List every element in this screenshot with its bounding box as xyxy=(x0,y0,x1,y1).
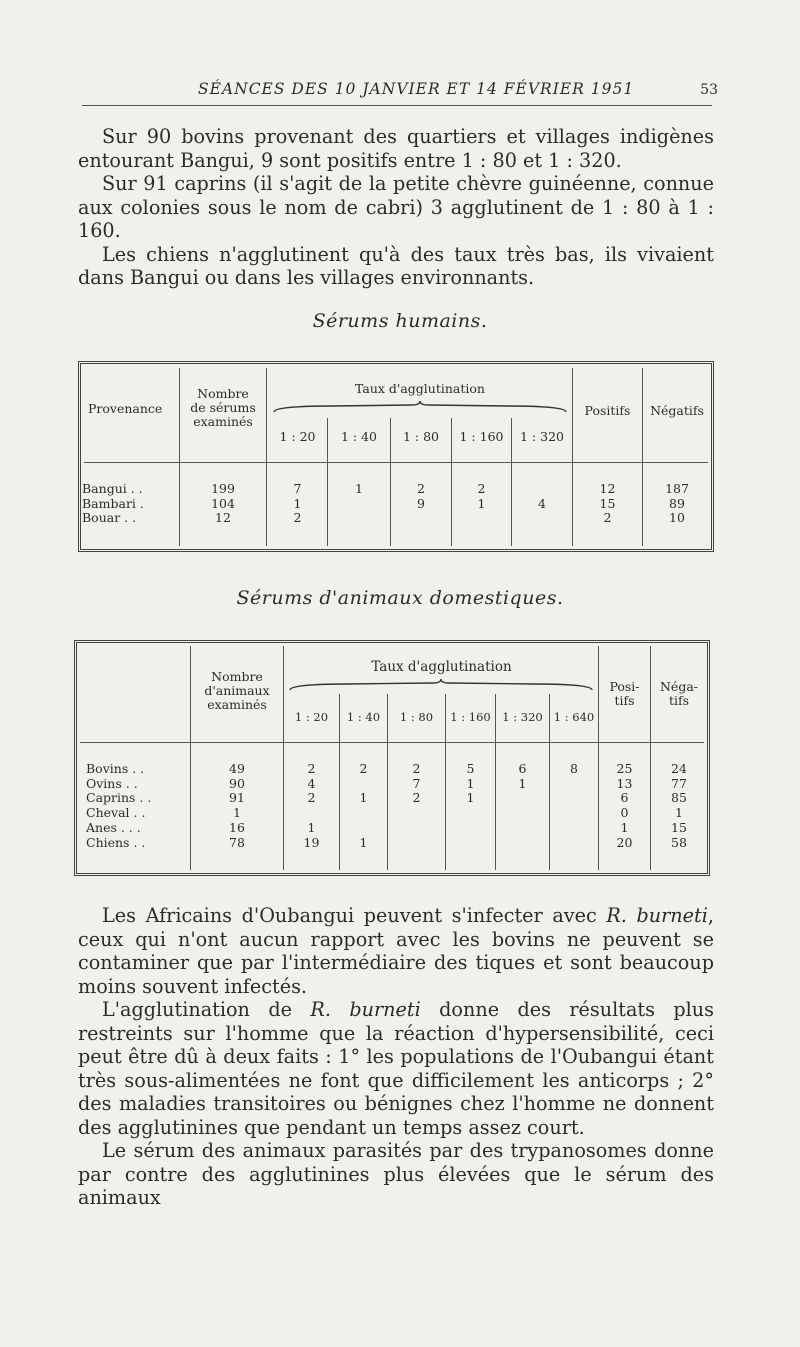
table1-header-nombre-line: Nombre xyxy=(197,386,249,401)
table2-cell-t40: 1 xyxy=(359,790,368,806)
table2-cell-animal: Anes . . . xyxy=(86,819,141,835)
table2-header-nombre-line: examinés xyxy=(207,697,267,712)
table2-cell-t80: 2 xyxy=(412,790,421,806)
table1-cell-t160: 1 xyxy=(477,495,486,511)
table2-cell-animal: Ovins . . xyxy=(86,775,138,791)
table2-cell-t20: 2 xyxy=(307,761,316,776)
table1-cell-t320: 4 xyxy=(538,495,546,511)
table2-cell-nombre: 49 xyxy=(229,761,245,776)
table2-header-negatifs-line: tifs xyxy=(668,693,690,708)
table2-cell-t640: 8 xyxy=(570,761,578,776)
table1-cell-t80: 2 xyxy=(417,481,425,496)
table1-cell-t20: 2 xyxy=(293,510,302,525)
table1-cell-t40: 1 xyxy=(355,481,363,496)
table2-cell-negatifs: 58 xyxy=(671,834,687,850)
table2-cell-t20: 1 xyxy=(307,819,316,835)
table2-cell-nombre: 90 xyxy=(229,775,245,791)
closing-paragraph: Les Africains d'Oubangui peuvent s'infecter avec R. burneti, ceux qui n'ont aucun rapport avec les bovins ne peuvent se contaminer que par l'intermédiaire des tiques et sont beaucoup moins souvent infectés. xyxy=(78,904,714,998)
table2-cell-t20: 4 xyxy=(307,775,316,791)
table1-cell-positifs: 12 xyxy=(599,481,616,496)
table2-cell-t20: 2 xyxy=(307,790,316,806)
table1-col-t320: 1 : 320 xyxy=(520,429,564,444)
table2-col-t80: 1 : 80 xyxy=(399,710,434,724)
table1-cell-t160: 2 xyxy=(477,481,486,496)
table2-cell-animal: Bovins . . xyxy=(86,761,145,776)
table2-cell-nombre: 78 xyxy=(229,834,245,850)
table1-cell-nombre: 104 xyxy=(211,495,235,511)
table2-cell-t40: 2 xyxy=(359,761,368,776)
intro-paragraph: Sur 91 caprins (il s'agit de la petite chèvre guinéenne, connue aux colonies sous le nom de cabri) 3 agglutinent de 1 : 80 à 1 : 160. xyxy=(78,172,714,242)
running-header xyxy=(78,80,718,106)
table2-brace xyxy=(288,678,594,694)
table2-cell-positifs: 25 xyxy=(616,761,633,776)
table2-header-rule xyxy=(80,742,704,743)
table2-header-positifs xyxy=(599,680,650,708)
table1-cell-t20: 1 xyxy=(293,495,302,511)
table2-cell-t40: 1 xyxy=(359,834,368,850)
table2-cell-positifs: 13 xyxy=(616,775,633,791)
table2-col-t640: 1 : 640 xyxy=(553,710,595,724)
table2-cell-t80: 2 xyxy=(412,761,421,776)
table1-cell-nombre: 12 xyxy=(215,510,231,525)
table2-cell-t160: 1 xyxy=(466,775,475,791)
table1-cell-negatifs: 187 xyxy=(665,481,689,496)
table2-cell-nombre: 1 xyxy=(233,805,241,821)
table2-header-nombre-line: Nombre xyxy=(211,669,263,684)
table2-cell-positifs: 1 xyxy=(620,819,629,835)
table2-header-nombre xyxy=(191,670,283,712)
table1-cell-provenance: Bambari . xyxy=(82,495,144,511)
table1-cell-t20: 7 xyxy=(293,481,302,496)
table2-cell-negatifs: 1 xyxy=(675,805,683,821)
table1-cell-positifs: 2 xyxy=(603,510,612,525)
intro-text xyxy=(78,125,714,290)
table1-header-provenance: Provenance xyxy=(88,401,163,416)
table2-cell-negatifs: 15 xyxy=(671,819,687,835)
table2-cell-t320: 1 xyxy=(518,775,527,791)
table1-col-t20: 1 : 20 xyxy=(279,429,316,444)
table1-cell-negatifs: 10 xyxy=(669,510,685,525)
table2-cell-negatifs: 24 xyxy=(671,761,687,776)
table2-header-taux: Taux d'agglutination xyxy=(371,659,512,675)
closing-text xyxy=(78,904,714,1210)
table1-col-t160: 1 : 160 xyxy=(459,429,504,444)
closing-paragraph: L'agglutination de R. burneti donne des résultats plus restreints sur l'homme que la réaction d'hypersensibilité, ceci peut être dû à deux faits : 1° les populations de l'Oubangui étant très sous-alimentées ne font que difficilement les anticorps ; 2° des maladies transitoires ou bénignes chez l'homme ne donnent des agglutinines que pendant un temps assez court. xyxy=(78,998,714,1139)
table2-cell-nombre: 16 xyxy=(229,819,245,835)
table1-header-nombre-line: examinés xyxy=(193,414,253,429)
table1-brace xyxy=(272,400,568,416)
species-name: R. burneti xyxy=(310,998,421,1021)
table2-header-negatifs-line: Néga- xyxy=(659,679,698,694)
table1-cell-provenance: Bouar . . xyxy=(82,510,137,525)
closing-paragraph: Le sérum des animaux parasités par des trypanosomes donne par contre des agglutinines plus élevées que le sérum des animaux xyxy=(78,1139,714,1209)
table2-cell-positifs: 0 xyxy=(620,805,629,821)
table2-caption: Sérums d'animaux domestiques. xyxy=(236,587,564,609)
table1-header-positifs: Positifs xyxy=(584,403,631,418)
table2-col-t40: 1 : 40 xyxy=(346,710,381,724)
table2-cell-t80: 7 xyxy=(412,775,421,791)
table2-header-positifs-line: tifs xyxy=(614,693,635,708)
table1-col-t40: 1 : 40 xyxy=(340,429,378,444)
table1-cell-t80: 9 xyxy=(417,495,425,511)
table2-cell-negatifs: 85 xyxy=(671,790,687,806)
intro-paragraph: Les chiens n'agglutinent qu'à des taux très bas, ils vivaient dans Bangui ou dans les villages environnants. xyxy=(78,242,714,289)
table2-cell-negatifs: 77 xyxy=(671,775,687,791)
table1-caption: Sérums humains. xyxy=(312,310,488,332)
table2-cell-positifs: 6 xyxy=(620,790,629,806)
table2-cell-t320: 6 xyxy=(518,761,527,776)
running-header-title: SÉANCES DES 10 JANVIER ET 14 FÉVRIER 1951 xyxy=(198,80,635,98)
table1-divider xyxy=(266,368,267,546)
table2-header-nombre-line: d'animaux xyxy=(204,683,270,698)
intro-paragraph: Sur 90 bovins provenant des quartiers et villages indigènes entourant Bangui, 9 sont positifs entre 1 : 80 et 1 : 320. xyxy=(78,125,714,172)
table1-header-nombre xyxy=(180,387,266,429)
table1-header-nombre-line: de sérums xyxy=(190,400,256,415)
table2-cell-nombre: 91 xyxy=(229,790,245,806)
table2-header-positifs-line: Posi- xyxy=(609,679,640,694)
table1-cell-negatifs: 89 xyxy=(669,495,685,511)
table2-col-t20: 1 : 20 xyxy=(294,710,329,724)
table1-cell-provenance: Bangui . . xyxy=(82,481,143,496)
table2-cell-t160: 1 xyxy=(466,790,475,806)
table1-header-taux: Taux d'agglutination xyxy=(355,381,485,396)
table1-cell-positifs: 15 xyxy=(599,495,616,511)
table2-cell-positifs: 20 xyxy=(616,834,633,850)
page-number: 53 xyxy=(700,82,718,98)
table1-col-t80: 1 : 80 xyxy=(402,429,440,444)
species-name: R. burneti xyxy=(606,904,708,927)
table2-cell-t160: 5 xyxy=(466,761,475,776)
table2-cell-t20: 19 xyxy=(303,834,320,850)
table1-header-negatifs: Négatifs xyxy=(650,403,704,418)
table1-header-rule xyxy=(84,462,708,463)
table2-cell-animal: Cheval . . xyxy=(86,805,146,821)
table2-col-t160: 1 : 160 xyxy=(450,710,491,724)
table2-header-negatifs xyxy=(651,680,707,708)
table2-cell-animal: Caprins . . xyxy=(86,790,152,806)
table1-cell-nombre: 199 xyxy=(211,481,235,496)
table2-cell-animal: Chiens . . xyxy=(86,834,146,850)
header-rule xyxy=(82,105,712,106)
table2-col-t320: 1 : 320 xyxy=(502,710,543,724)
